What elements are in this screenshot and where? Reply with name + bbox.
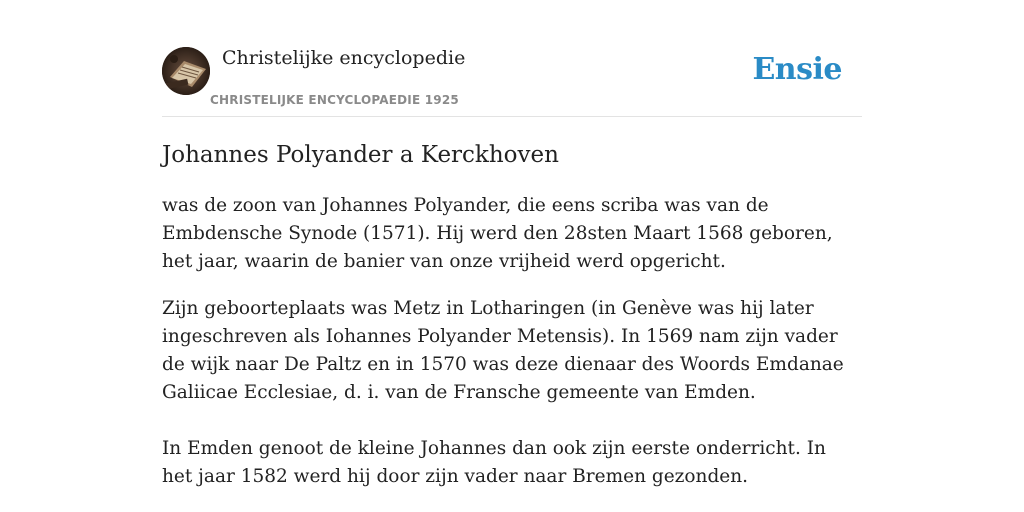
paragraph: Zijn geboorteplaats was Metz in Lotharingen (in Genève was hij later ingeschreven als Iohannes Polyander Metensis). In 1569 nam zijn vader de wijk naar De Paltz en in 1570 was deze dienaar des Woords Emdanae Galiicae Ecclesiae, d. i. van de Fransche gemeente van Emden.: [162, 298, 844, 403]
paragraph: In Emden genoot de kleine Johannes dan ook zijn eerste onderricht. In het jaar 1582 werd hij door zijn vader naar Bremen gezonden.: [162, 438, 826, 487]
site-name[interactable]: Christelijke encyclopedie: [222, 47, 466, 69]
article-body: [162, 192, 862, 510]
site-subtitle: CHRISTELIJKE ENCYCLOPAEDIE 1925: [210, 93, 459, 107]
book-photo-icon[interactable]: [162, 47, 210, 95]
paragraph: was de zoon van Johannes Polyander, die eens scriba was van de Embdensche Synode (1571). Hij werd den 28sten Maart 1568 geboren, het jaar, waarin de banier van onze vrijheid werd opgericht.: [162, 195, 833, 272]
site-header: [162, 46, 862, 117]
brand-logo[interactable]: Ensie: [752, 52, 842, 87]
article-title: Johannes Polyander a Kerckhoven: [162, 142, 559, 168]
avatar-image: [162, 47, 210, 95]
